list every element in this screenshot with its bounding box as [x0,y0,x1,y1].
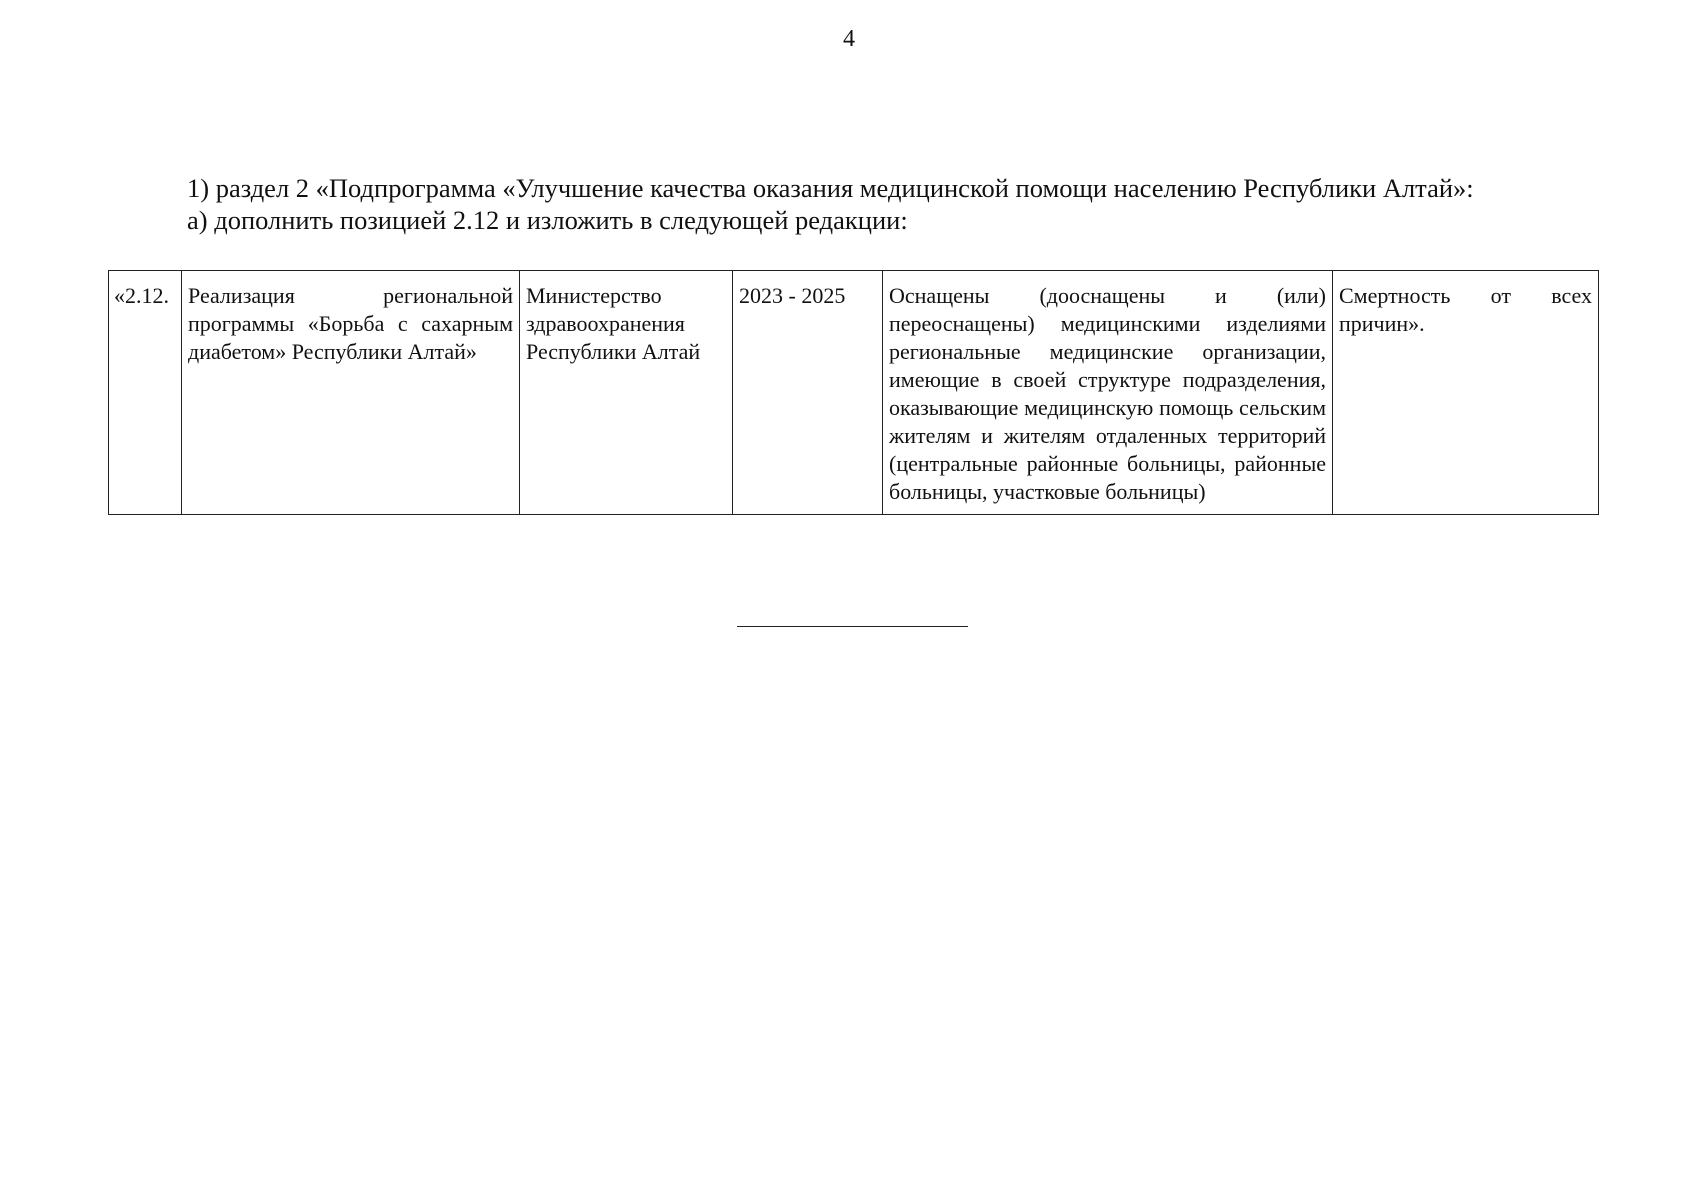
program-item-table [108,270,1599,515]
period-cell: 2023 - 2025 [733,271,883,515]
indicator-cell: Смертность от всех причин». [1333,271,1599,515]
table-row [109,271,1599,515]
item-number-cell: «2.12. [109,271,182,515]
amendment-line-instruction: а) дополнить позицией 2.12 и изложить в следующей редакции: [187,205,908,235]
amendment-line-section: 1) раздел 2 «Подпрограмма «Улучшение качества оказания медицинской помощи населению Республики Алтай»: [187,173,1474,203]
item-name-cell: Реализация региональной программы «Борьба с сахарным диабетом» Республики Алтай» [182,271,520,515]
result-cell: Оснащены (дооснащены и (или) переоснащены) медицинскими изделиями региональные медицинские организации, имеющие в своей структуре подразделения, оказывающие медицинскую помощь сельским жителям и жителям отдаленных территорий (центральные районные больницы, районные больницы, участковые больницы) [883,271,1333,515]
amendment-intro [187,172,1607,236]
end-separator-line [737,626,968,627]
executor-cell: Министерство здравоохранения Республики Алтай [520,271,733,515]
page-number: 4 [843,26,855,52]
